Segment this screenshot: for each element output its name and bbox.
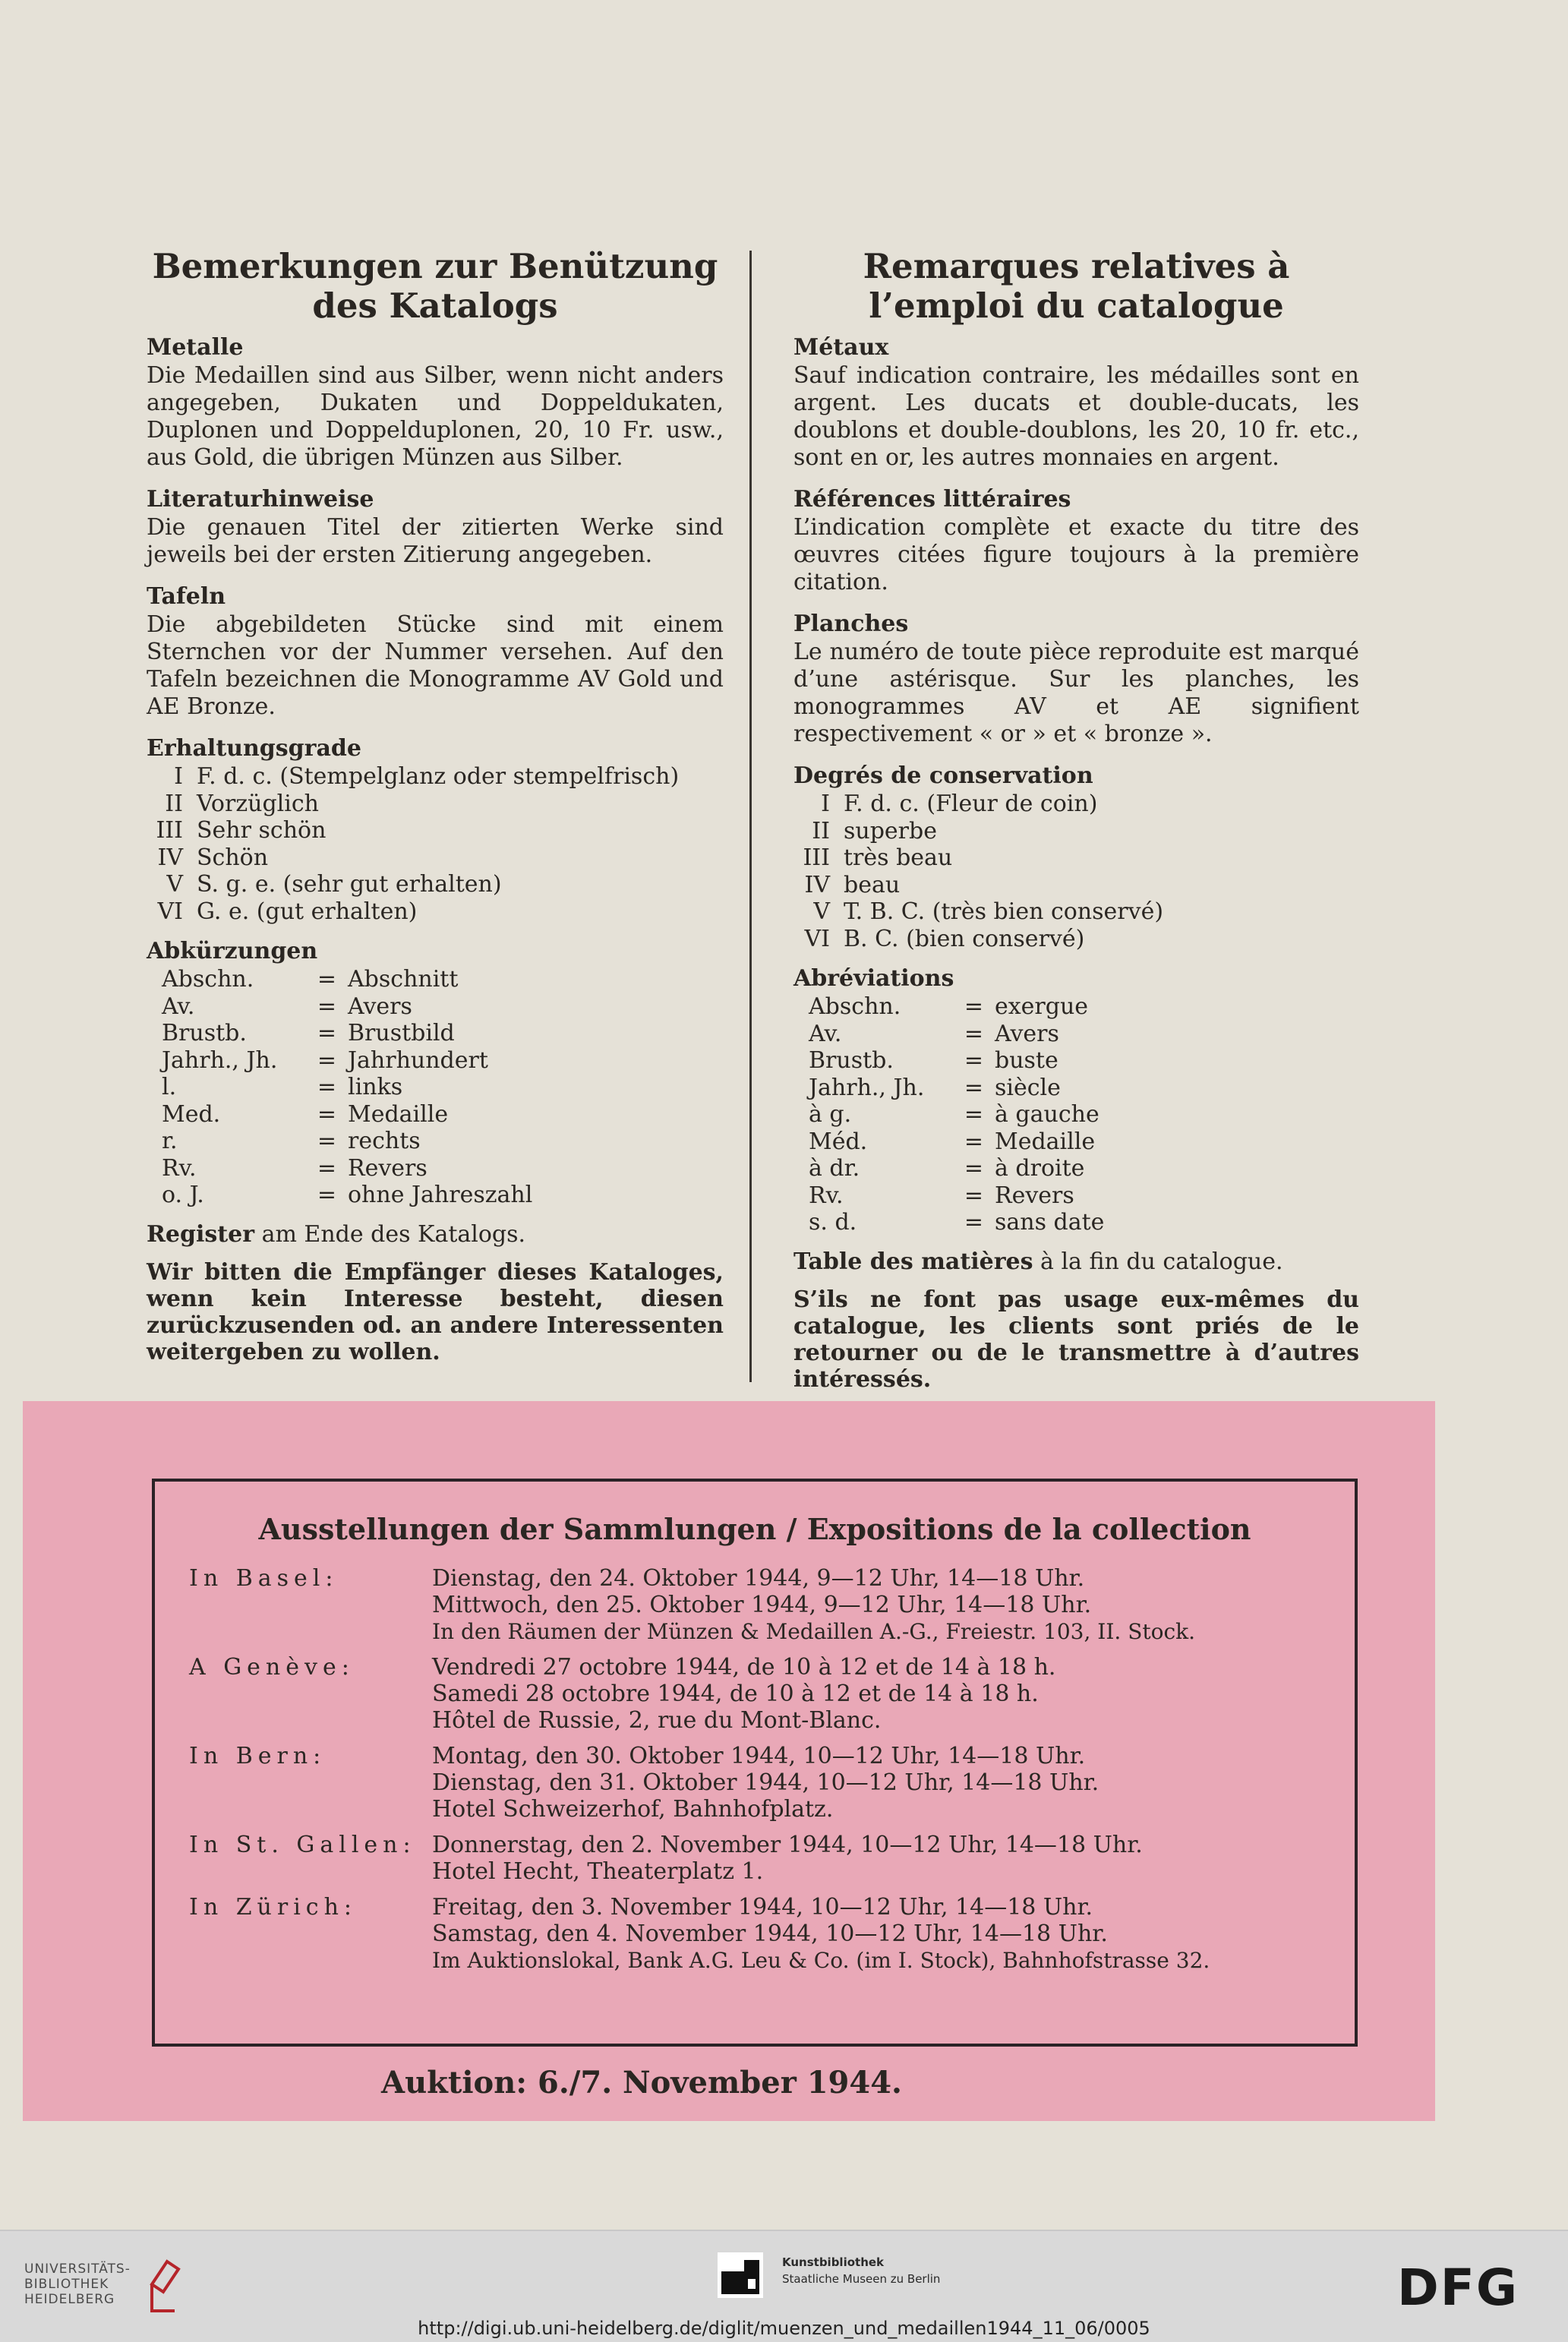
grade-row: II Vorzüglich xyxy=(165,790,319,817)
metalle-text: Die Medaillen sind aus Silber, wenn nicht anders angegeben, Dukaten und Doppeldukaten, Duplonen und Doppelduplonen, 20, 10 Fr. usw., aus Gold, die übrigen Münzen aus Silber. xyxy=(147,362,724,471)
venue-line: Hotel Hecht, Theaterplatz 1. xyxy=(432,1858,764,1885)
grade-row: II superbe xyxy=(812,817,937,844)
grade-row: IV beau xyxy=(804,871,901,898)
city-name: In Zürich: xyxy=(189,1894,358,1921)
french-column xyxy=(793,247,1359,1393)
metaux-heading: Métaux xyxy=(793,334,889,361)
literatur-text: Die genauen Titel der zitierten Werke sind jeweils bei der ersten Zitierung angegeben. xyxy=(147,514,724,568)
closing-note: Wir bitten die Empfänger dieses Kataloges, wenn kein Interesse besteht, diesen zurückzusenden od. an andere Interessenten weitergeben zu wollen. xyxy=(147,1258,724,1365)
venue-line: Hotel Schweizerhof, Bahnhofplatz. xyxy=(432,1796,834,1823)
schedule-line: Vendredi 27 octobre 1944, de 10 à 12 et de 14 à 18 h. xyxy=(432,1654,1056,1681)
tafeln-text: Die abgebildeten Stücke sind mit einem Sternchen vor der Nummer versehen. Auf den Tafeln bezeichnen die Monogramme AV Gold und AE Bronze. xyxy=(147,611,724,720)
schedule-line: Dienstag, den 24. Oktober 1944, 9—12 Uhr, 14—18 Uhr. xyxy=(432,1565,1085,1592)
grades-list xyxy=(147,763,724,925)
city-bern xyxy=(189,1743,1355,1823)
table-note: Table des matières à la fin du catalogue. xyxy=(793,1248,1283,1275)
schedule-line: Mittwoch, den 25. Oktober 1944, 9—12 Uhr, 14—18 Uhr. xyxy=(432,1592,1092,1618)
abbr-row: Med. = Medaille xyxy=(162,1100,449,1128)
abbr-row: Méd. = Medaille xyxy=(809,1128,1096,1155)
kunstbibliothek-label: Kunstbibliothek Staatliche Museen zu Berlin xyxy=(782,2255,941,2286)
grade-row: I F. d. c. (Stempelglanz oder stempelfrisch) xyxy=(174,763,680,790)
venue-line: Im Auktionslokal, Bank A.G. Leu & Co. (im I. Stock), Bahnhofstrasse 32. xyxy=(432,1948,1210,1973)
abbr-row: r. = rechts xyxy=(162,1128,421,1154)
abbr-row: Av. = Avers xyxy=(809,1020,1059,1047)
abbr-row: Abschn. = exergue xyxy=(809,993,1089,1020)
grade-row: III très beau xyxy=(803,844,953,871)
exhibition-box xyxy=(152,1479,1358,2047)
grade-row: V S. g. e. (sehr gut erhalten) xyxy=(166,871,502,898)
digitization-footer xyxy=(0,2230,1568,2342)
city-st-gallen xyxy=(189,1832,1355,1885)
schedule-line: Donnerstag, den 2. November 1944, 10—12 Uhr, 14—18 Uhr. xyxy=(432,1832,1143,1858)
abbr-row: Brustb. = Brustbild xyxy=(162,1020,455,1046)
closing-note-fr: S’ils ne font pas usage eux-mêmes du catalogue, les clients sont priés de le retourner ou de le transmettre à d’autres intéressés. xyxy=(793,1286,1359,1393)
abbr-row: Brustb. = buste xyxy=(809,1047,1058,1074)
city-basel xyxy=(189,1565,1355,1645)
references-heading: Références littéraires xyxy=(793,486,1071,513)
metalle-heading: Metalle xyxy=(147,334,244,361)
degres-heading: Degrés de conservation xyxy=(793,762,1093,789)
ub-heidelberg-label: UNIVERSITÄTS- BIBLIOTHEK HEIDELBERG xyxy=(24,2262,131,2307)
city-name: In St. Gallen: xyxy=(189,1832,416,1858)
city-name: A Genève: xyxy=(189,1654,355,1681)
degres-list xyxy=(793,791,1359,952)
dfg-logo: DFG xyxy=(1397,2258,1519,2317)
grades-heading: Erhaltungsgrade xyxy=(147,735,361,762)
abreviations-list xyxy=(793,993,1359,1236)
kunstbibliothek-logo-icon xyxy=(718,2252,763,2298)
grade-row: VI B. C. (bien conservé) xyxy=(804,925,1085,952)
literatur-heading: Literaturhinweise xyxy=(147,486,374,513)
schedule-line: Freitag, den 3. November 1944, 10—12 Uhr, 14—18 Uhr. xyxy=(432,1894,1093,1921)
city-name: In Bern: xyxy=(189,1743,327,1769)
grade-row: VI G. e. (gut erhalten) xyxy=(157,898,418,925)
abbr-heading: Abkürzungen xyxy=(147,938,318,964)
planches-text: Le numéro de toute pièce reproduite est marqué d’une astérisque. Sur les planches, les monogrammes AV et AE signifient respectivement « or » et « bronze ». xyxy=(793,639,1359,747)
grade-row: V T. B. C. (très bien conservé) xyxy=(813,898,1164,925)
abbr-row: à g. = à gauche xyxy=(809,1101,1099,1128)
auction-date: Auktion: 6./7. November 1944. xyxy=(381,2065,902,2101)
venue-line: In den Räumen der Münzen & Medaillen A.-G., Freiestr. 103, II. Stock. xyxy=(432,1619,1196,1644)
french-title: Remarques relatives à l’emploi du catalogue xyxy=(863,246,1290,326)
metaux-text: Sauf indication contraire, les médailles sont en argent. Les ducats et double-ducats, les doublons et double-doublons, les 20, 10 fr. etc., sont en or, les autres monnaies en argent. xyxy=(793,362,1359,471)
source-url[interactable]: http://digi.ub.uni-heidelberg.de/diglit/muenzen_und_medaillen1944_11_06/0005 xyxy=(418,2318,1150,2339)
abbr-row: Rv. = Revers xyxy=(809,1182,1074,1209)
abbr-row: l. = links xyxy=(162,1074,403,1100)
abbr-row: Jahrh., Jh. = Jahrhundert xyxy=(162,1046,488,1074)
grade-row: III Sehr schön xyxy=(156,817,327,844)
grade-row: I F. d. c. (Fleur de coin) xyxy=(821,791,1098,817)
abbr-row: à dr. = à droite xyxy=(809,1155,1085,1182)
venue-line: Hôtel de Russie, 2, rue du Mont-Blanc. xyxy=(432,1707,882,1734)
register-note: Register am Ende des Katalogs. xyxy=(147,1220,526,1248)
german-column xyxy=(147,247,724,1365)
ub-heidelberg-logo-icon xyxy=(144,2254,182,2315)
city-name: In Basel: xyxy=(189,1565,339,1592)
abbr-row: Av. = Avers xyxy=(162,993,412,1020)
abbr-row: o. J. = ohne Jahreszahl xyxy=(162,1182,533,1208)
schedule-line: Dienstag, den 31. Oktober 1944, 10—12 Uhr, 14—18 Uhr. xyxy=(432,1769,1099,1796)
schedule-line: Samstag, den 4. November 1944, 10—12 Uhr, 14—18 Uhr. xyxy=(432,1921,1108,1947)
city-geneve xyxy=(189,1654,1355,1734)
abbr-row: s. d. = sans date xyxy=(809,1209,1105,1236)
column-divider xyxy=(749,251,752,1382)
abreviations-heading: Abréviations xyxy=(793,965,954,992)
abbr-row: Jahrh., Jh. = siècle xyxy=(809,1074,1061,1101)
abbr-row: Rv. = Revers xyxy=(162,1154,427,1182)
abbr-list xyxy=(147,966,724,1209)
schedule-line: Samedi 28 octobre 1944, de 10 à 12 et de 14 à 18 h. xyxy=(432,1681,1039,1707)
exhibition-title: Ausstellungen der Sammlungen / Expositions de la collection xyxy=(258,1512,1251,1546)
abbr-row: Abschn. = Abschnitt xyxy=(162,966,459,993)
german-title: Bemerkungen zur Benützung des Katalogs xyxy=(152,246,718,326)
tafeln-heading: Tafeln xyxy=(147,583,226,610)
grade-row: IV Schön xyxy=(157,844,269,871)
planches-heading: Planches xyxy=(793,611,909,637)
city-zurich xyxy=(189,1894,1355,1974)
references-text: L’indication complète et exacte du titre des œuvres citées figure toujours à la première citation. xyxy=(793,514,1359,595)
schedule-line: Montag, den 30. Oktober 1944, 10—12 Uhr, 14—18 Uhr. xyxy=(432,1743,1086,1769)
